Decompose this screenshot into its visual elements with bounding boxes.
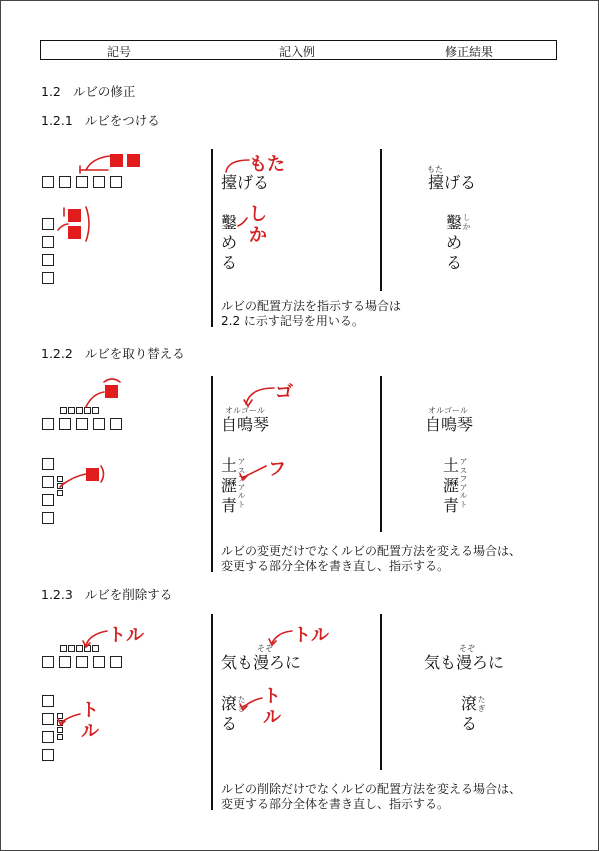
subsection-heading-1: 1.2.1 ルビをつける <box>41 113 160 128</box>
ruby-delete-mark-vertical: ト ル <box>263 686 281 728</box>
header-symbol: 記号 <box>107 45 132 59</box>
note-text: ルビの配置方法を指示する場合は 2.2 に示す記号を用いる。 <box>221 299 402 328</box>
ruby-mark-vertical: し か <box>249 204 267 246</box>
note-text: ルビの削除だけでなくルビの配置方法を変える場合は、 変更する部分全体を書き直し、指示する。 <box>221 782 522 811</box>
example-ruby: オルゴール <box>225 406 265 415</box>
example-ruby-vertical: た ぎ <box>237 695 246 713</box>
ruby-replace-mark-text: ゴ <box>275 382 293 403</box>
delete-mark-symbol-vertical: ト ル <box>81 700 99 742</box>
result-base-text: 擡げる <box>428 173 477 192</box>
example-ruby-vertical: ア ス フ ア ル ト <box>237 457 246 509</box>
result-ruby-vertical: し か <box>462 213 471 231</box>
header-result: 修正結果 <box>445 45 494 59</box>
result-ruby: もた <box>427 165 443 174</box>
example-base-text: 擡げる <box>221 173 270 192</box>
example-base-vertical: 滾 る <box>220 694 237 733</box>
example-base-vertical: 鑿 め る <box>220 213 237 272</box>
subsection-heading-2: 1.2.2 ルビを取り替える <box>41 346 185 361</box>
result-base-vertical: 滾 る <box>460 694 477 733</box>
result-ruby-vertical: ア ス フ ア ル ト <box>459 457 468 509</box>
delete-mark-symbol: トル <box>108 625 144 646</box>
example-ruby: そぞ <box>257 644 273 653</box>
result-base-vertical: 鑿 め る <box>445 213 462 272</box>
result-base-text: 自鳴琴 <box>425 415 474 434</box>
example-base-vertical: 土 瀝 青 <box>220 456 237 515</box>
ruby-delete-mark: トル <box>293 625 329 646</box>
section-heading: 1.2 ルビの修正 <box>41 84 136 99</box>
result-base-vertical: 土 瀝 青 <box>442 456 459 515</box>
result-ruby-vertical: た ぎ <box>477 695 486 713</box>
example-base-text: 気も漫ろに <box>221 653 302 672</box>
note-text: ルビの変更だけでなくルビの配置方法を変える場合は、 変更する部分全体を書き直し、指示する。 <box>221 544 522 573</box>
ruby-mark: もた <box>249 154 285 175</box>
example-base-text: 自鳴琴 <box>221 415 270 434</box>
ruby-replace-mark-text: フ <box>268 459 286 480</box>
subsection-heading-3: 1.2.3 ルビを削除する <box>41 587 173 602</box>
result-ruby: そぞ <box>459 644 475 653</box>
result-ruby: オルゴール <box>428 406 468 415</box>
result-base-text: 気も漫ろに <box>424 653 505 672</box>
header-example: 記入例 <box>279 45 316 59</box>
